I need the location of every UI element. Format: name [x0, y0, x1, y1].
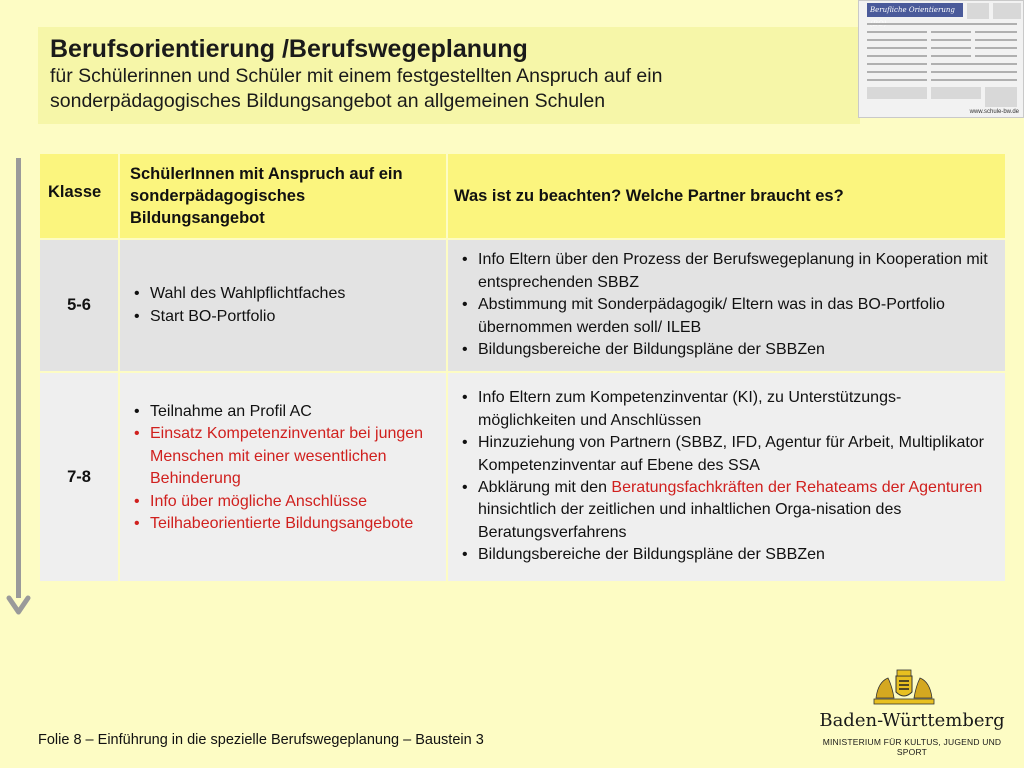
thumbnail-url: www.schule-bw.de	[969, 109, 1019, 115]
list-item: • Start BO-Portfolio	[130, 306, 440, 328]
coat-of-arms-icon	[870, 668, 938, 708]
list-item: • Einsatz Kompetenzinventar bei jungen Menschen mit einer wesentlichen Behinderung	[130, 423, 440, 490]
orientation-table	[38, 152, 1007, 583]
list-item: • Info Eltern über den Prozess der Berufswegeplanung in Kooperation mit entsprechenden SBBZ	[458, 249, 999, 294]
list-item: • Abstimmung mit Sonderpädagogik/ Eltern was in das BO-Portfolio übernommen werden soll/ ILEB	[458, 294, 999, 339]
table-row	[39, 372, 1006, 582]
header-beachten: Was ist zu beachten? Welche Partner braucht es?	[447, 153, 1006, 239]
timeline-arrow-line	[16, 158, 21, 598]
list-item: • Info Eltern zum Kompetenzinventar (KI), zu Unterstützungs-möglichkeiten und Anschlüssen	[458, 387, 999, 432]
partner-cell	[447, 239, 1006, 372]
thumbnail-title: Berufliche Orientierung	[867, 3, 963, 17]
grade-cell: 5-6	[39, 239, 119, 372]
list-text: Abklärung mit den	[478, 479, 612, 496]
title-box	[38, 27, 860, 124]
header-klasse: Klasse	[39, 153, 119, 239]
slide-footer: Folie 8 – Einführung in die spezielle Berufswegeplanung – Baustein 3	[38, 732, 484, 748]
grade-cell: 7-8	[39, 372, 119, 582]
page-title: Berufsorientierung /Berufswegeplanung	[50, 35, 528, 63]
table-header-row	[39, 153, 1006, 239]
list-item: • Teilnahme an Profil AC	[130, 401, 440, 423]
ministry-logo	[812, 668, 1012, 757]
list-item	[458, 477, 999, 544]
list-item: • Teilhabeorientierte Bildungsangebote	[130, 513, 440, 535]
list-item: • Info über mögliche Anschlüsse	[130, 491, 440, 513]
list-item: • Bildungsbereiche der Bildungspläne der SBBZen	[458, 544, 999, 566]
list-text: hinsichtlich der zeitlichen und inhaltlichen Orga-nisation des Beratungsverfahrens	[478, 501, 902, 541]
logo-name: Baden-Württemberg	[819, 710, 1005, 731]
header-schueler: SchülerInnen mit Anspruch auf ein sonderpädagogisches Bildungsangebot	[119, 153, 447, 239]
page-subtitle-line2: sonderpädagogisches Bildungsangebot an allgemeinen Schulen	[50, 90, 606, 112]
logo-ministry: MINISTERIUM FÜR KULTUS, JUGEND UND SPORT	[822, 737, 1002, 757]
partner-cell	[447, 372, 1006, 582]
list-item: • Bildungsbereiche der Bildungspläne der SBBZen	[458, 339, 999, 361]
list-item: • Wahl des Wahlpflichtfaches	[130, 283, 440, 305]
poster-thumbnail	[858, 0, 1024, 118]
down-arrow-icon	[6, 592, 31, 618]
table-row	[39, 239, 1006, 372]
student-cell	[119, 372, 447, 582]
list-item: • Hinzuziehung von Partnern (SBBZ, IFD, Agentur für Arbeit, Multiplikator Kompetenzinventar auf Ebene des SSA	[458, 432, 999, 477]
highlighted-text: Beratungsfachkräften der Rehateams der Agenturen	[611, 479, 983, 496]
page-subtitle-line1: für Schülerinnen und Schüler mit einem festgestellten Anspruch auf ein	[50, 65, 663, 87]
student-cell	[119, 239, 447, 372]
